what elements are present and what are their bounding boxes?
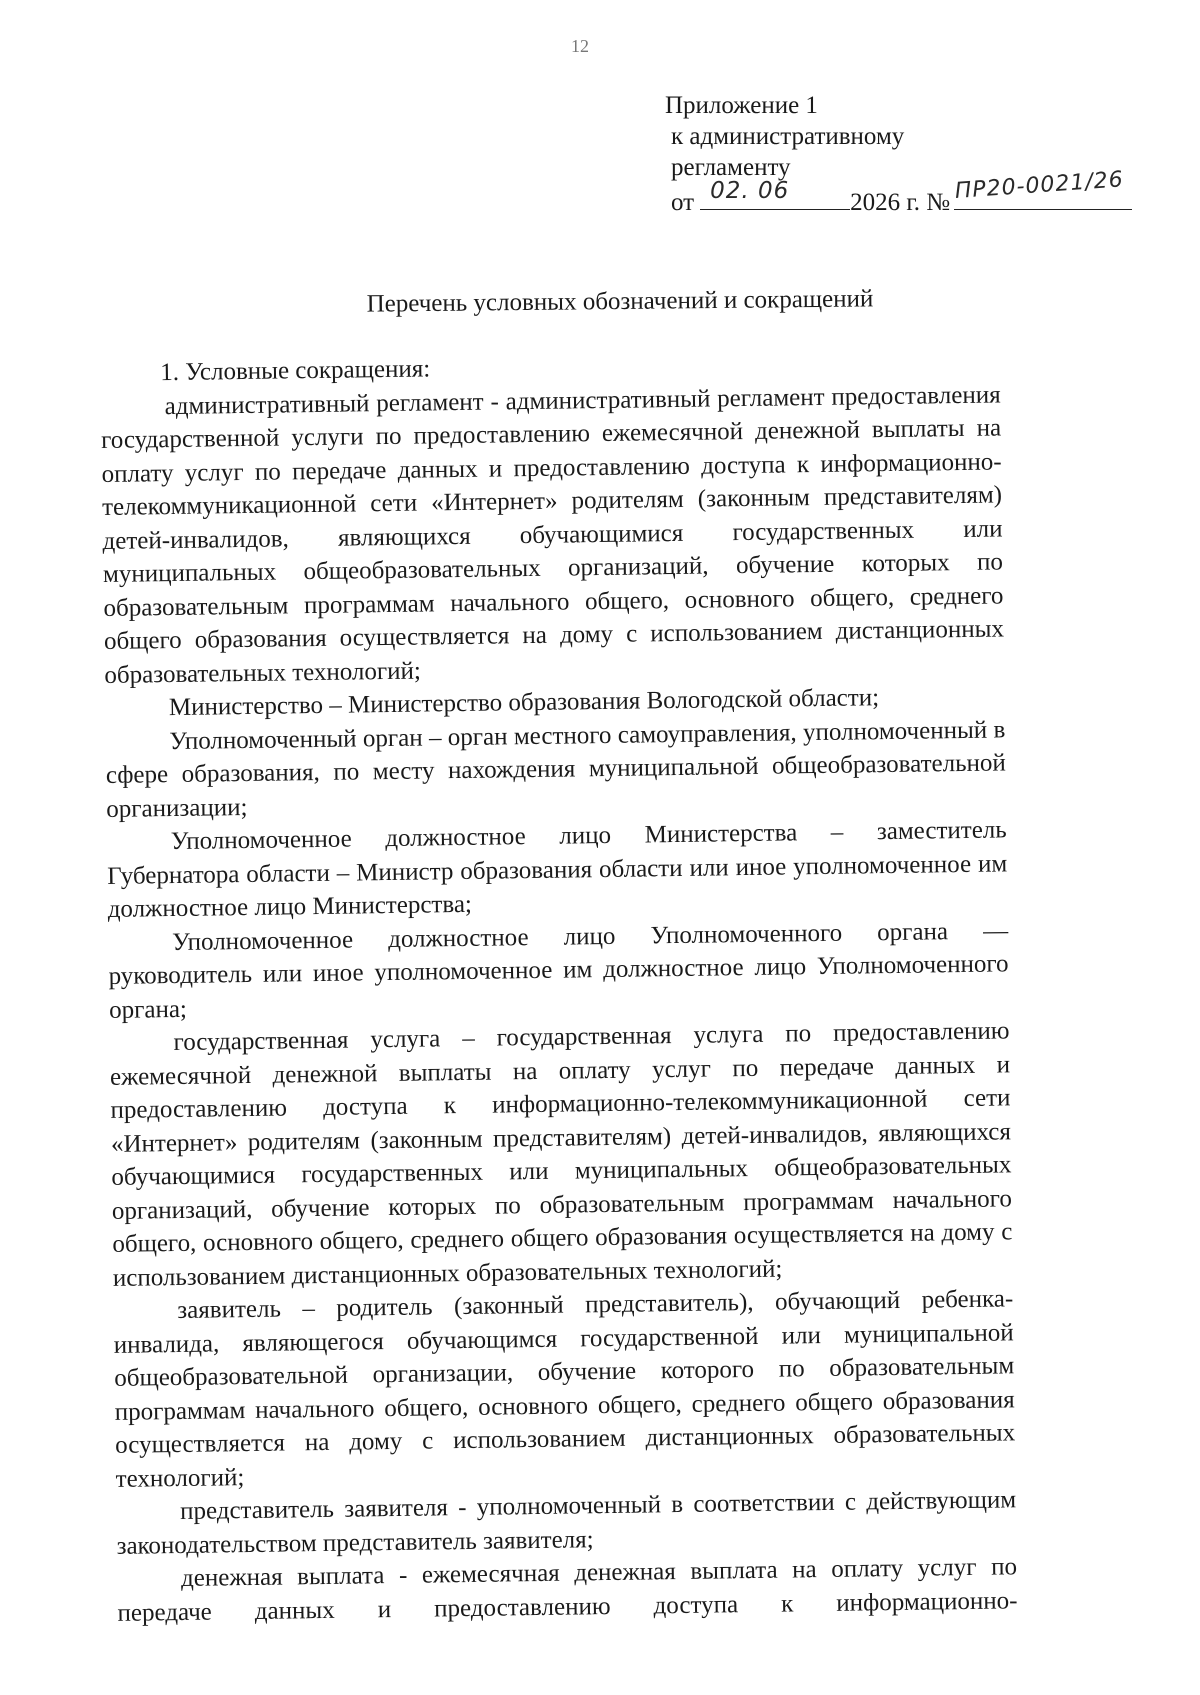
page-number: 12 [571, 36, 589, 56]
appendix-line-3: регламенту [671, 154, 791, 181]
handwritten-number: ПР20-0021/26 [954, 167, 1125, 205]
definition-paragraph: представитель заявителя - уполномоченный в соответствии с действующим законодательством представитель заявителя; [116, 1486, 1017, 1560]
date-fill-field [700, 178, 850, 210]
definition-paragraph: Уполномоченный орган – орган местного самоуправления, уполномоченный в сфере образования, по месту нахождения муниципальной общеобразовательной организации; [105, 715, 1006, 823]
appendix-block [665, 90, 1132, 218]
year-text: 2026 г. № [850, 189, 951, 216]
definition-paragraph: заявитель – родитель (законный представитель), обучающий ребенка-инвалида, являющегося обучающимся государственной или муниципальной общеобразовательной организации, обучение которого по образовательным программам начального общего, основного общего, среднего общего образования осуществляется на дому с использованием дистанционных образовательных технологий; [113, 1285, 1016, 1493]
definition-paragraph: Министерство – Министерство образования Вологодской области; [168, 684, 880, 722]
appendix-line-1: Приложение 1 [665, 92, 818, 119]
definition-paragraph: Уполномоченное должностное лицо Министерства – заместитель Губернатора области – Министр образования области или иное уполномоченное им должностное лицо Министерства; [107, 816, 1008, 923]
definition-paragraph: административный регламент - административный регламент предоставления государственной услуги по предоставлению ежемесячной денежной выплаты на оплату услуг по передаче данных и предоставлению доступа к информационно-телекоммуникационной сети «Интернет» родителям (законным представителям) детей-инвалидов, являющихся обучающимися государственных или муниципальных общеобразовательных организаций, обучение которых по образовательным программам начального общего, основного общего, среднего общего образования осуществляется на дому с использованием дистанционных образовательных технологий; [100, 380, 1005, 689]
document-title: Перечень условных обозначений и сокращений [366, 285, 874, 318]
appendix-line-2: к административному [671, 123, 905, 150]
number-fill-field [954, 167, 1132, 210]
document-body [100, 344, 1018, 1629]
from-label: от [671, 189, 695, 216]
definition-paragraph: государственная услуга – государственная услуга по предоставлению ежемесячной денежной выплаты на оплату услуг по передаче данных и предоставлению доступа к информационно-телекоммуникационной сети «Интернет» родителям (законным представителям) детей-инвалидов, являющихся обучающимися государственных или муниципальных общеобразовательных организаций, обучение которых по образовательным программам начального общего, основного общего, среднего общего образования осуществляется на дому с использованием дистанционных образовательных технологий; [109, 1017, 1013, 1292]
section-heading: 1. Условные сокращения: [160, 355, 431, 387]
handwritten-date: 02. 06 [710, 178, 790, 204]
definition-paragraph: Уполномоченное должностное лицо Уполномоченного органа — руководитель или иное уполномоченное им должностное лицо Уполномоченного органа; [108, 916, 1009, 1024]
definition-paragraph: денежная выплата - ежемесячная денежная выплата на оплату услуг по передаче данных и предоставлению доступа к информационно- [117, 1553, 1018, 1627]
